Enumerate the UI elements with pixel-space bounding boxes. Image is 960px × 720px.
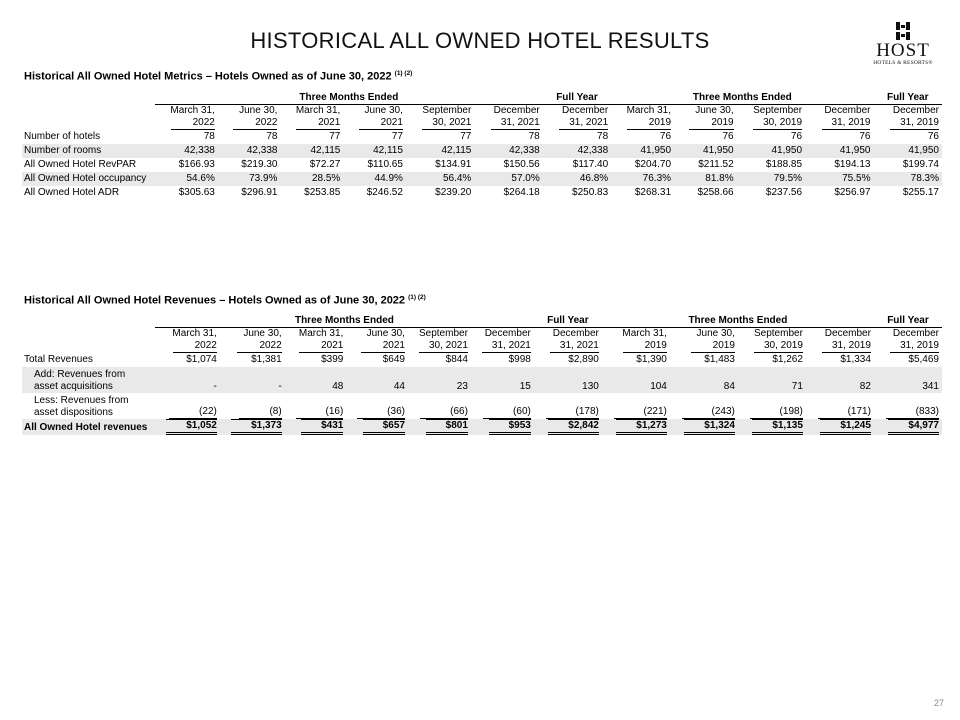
revenues-header-line2: [22, 340, 942, 353]
col-header: 2021: [361, 340, 405, 353]
table-cell: 77: [329, 131, 341, 142]
table-cell: 46.8%: [543, 172, 611, 186]
table-cell: [806, 419, 874, 435]
col-header: December: [562, 105, 609, 116]
table-cell: [874, 419, 942, 435]
table-cell: $166.93: [178, 159, 215, 170]
col-header: June 30,: [239, 105, 278, 116]
col-header: 2022: [237, 340, 281, 353]
metrics-heading-text: Historical All Owned Hotel Metrics – Hotels Owned as of June 30, 2022: [24, 70, 392, 83]
col-header: December: [892, 328, 939, 339]
cell-value: (171): [818, 406, 871, 419]
col-header: March 31,: [298, 328, 344, 339]
col-header: June 30,: [695, 105, 734, 116]
table-cell: $399: [321, 354, 344, 365]
group-three-months: Three Months Ended: [155, 313, 534, 328]
revenues-header-line1: [22, 328, 942, 341]
row-label-line: Add: Revenues from: [34, 369, 126, 380]
logo-wordmark: HOST: [876, 40, 930, 61]
col-header: March 31,: [622, 328, 667, 339]
metrics-row: [22, 186, 942, 200]
cell-value: $953: [489, 419, 531, 435]
col-header: 30, 2021: [422, 117, 471, 130]
table-cell: 79.5%: [737, 172, 805, 186]
revenue-row-final: [22, 419, 942, 435]
metrics-table: [22, 90, 942, 200]
metrics-group-header: [22, 90, 942, 105]
row-label: Number of hotels: [24, 131, 101, 142]
table-cell: $219.30: [241, 159, 278, 170]
col-header: June 30,: [366, 328, 405, 339]
cell-value: (16): [296, 406, 344, 419]
table-cell: -: [220, 367, 285, 393]
table-cell: 76: [722, 131, 734, 142]
table-cell: [346, 393, 408, 419]
table-cell: 42,338: [155, 144, 218, 158]
revenue-row-less: [22, 393, 942, 419]
metrics-row: [22, 144, 942, 158]
table-cell: $1,390: [636, 354, 667, 365]
table-cell: 76: [790, 131, 803, 142]
group-full-year: Full Year: [873, 90, 942, 105]
cell-value: $1,324: [684, 419, 735, 435]
table-cell: 48: [285, 367, 347, 393]
table-cell: 73.9%: [218, 172, 281, 186]
table-cell: [346, 419, 408, 435]
table-cell: 341: [874, 367, 942, 393]
table-cell: [285, 419, 347, 435]
table-cell: 78: [597, 131, 609, 142]
table-cell: 42,338: [543, 144, 611, 158]
table-cell: 76: [659, 131, 672, 142]
table-cell: $305.63: [178, 187, 215, 198]
row-label: All Owned Hotel occupancy: [22, 172, 155, 186]
metrics-body: [22, 130, 942, 200]
table-cell: 57.0%: [474, 172, 542, 186]
table-cell: 41,950: [737, 144, 805, 158]
table-cell: 76.3%: [611, 172, 674, 186]
col-header: 2019: [623, 340, 667, 353]
cell-value: (36): [357, 406, 405, 419]
col-header: 30, 2021: [419, 340, 468, 353]
metrics-header-line2: [22, 117, 942, 130]
row-label: Number of rooms: [22, 144, 155, 158]
table-cell: [602, 393, 670, 419]
table-cell: [806, 393, 874, 419]
cell-value: (60): [483, 406, 531, 419]
table-cell: $258.66: [697, 187, 734, 198]
table-cell: 42,115: [343, 144, 406, 158]
table-cell: $844: [445, 354, 468, 365]
col-header: December: [493, 105, 540, 116]
table-cell: [285, 393, 347, 419]
table-cell: $188.85: [765, 159, 803, 170]
table-cell: 15: [471, 367, 534, 393]
table-cell: 42,115: [280, 144, 343, 158]
table-cell: $72.27: [309, 159, 341, 170]
cell-value: $1,245: [820, 419, 871, 435]
table-cell: $110.65: [367, 159, 403, 170]
cell-value: (833): [886, 406, 939, 419]
table-cell: [738, 419, 806, 435]
cell-value: (22): [169, 406, 217, 419]
col-header: 2021: [296, 117, 340, 130]
col-header: 2021: [359, 117, 403, 130]
row-label-line: asset acquisitions: [34, 381, 113, 392]
table-cell: $246.52: [366, 187, 403, 198]
table-cell: 77: [460, 131, 472, 142]
table-cell: [534, 393, 602, 419]
col-header: June 30,: [364, 105, 403, 116]
cell-value: $801: [426, 419, 468, 435]
metrics-footnote: (1) (2): [394, 70, 413, 77]
table-cell: $2,890: [568, 354, 599, 365]
cell-value: $1,273: [616, 419, 667, 435]
col-header: 30, 2019: [753, 117, 802, 130]
col-header: September: [418, 328, 468, 339]
table-cell: [408, 393, 471, 419]
table-cell: $211.52: [698, 159, 734, 170]
col-header: March 31,: [172, 328, 217, 339]
table-cell: 41,950: [611, 144, 674, 158]
col-header: 31, 2021: [559, 117, 608, 130]
col-header: March 31,: [295, 105, 341, 116]
table-cell: $1,334: [840, 354, 871, 365]
col-header: 30, 2019: [754, 340, 803, 353]
table-cell: 77: [391, 131, 403, 142]
table-cell: $1,381: [251, 354, 282, 365]
page-number: 27: [933, 698, 944, 708]
table-cell: [155, 419, 220, 435]
table-cell: 54.6%: [155, 172, 218, 186]
table-cell: [670, 393, 738, 419]
table-cell: [670, 419, 738, 435]
table-cell: $150.56: [503, 159, 540, 170]
revenues-table: [22, 313, 942, 435]
table-cell: 84: [670, 367, 738, 393]
table-cell: 104: [602, 367, 670, 393]
table-cell: 76: [927, 131, 939, 142]
table-cell: [471, 419, 534, 435]
col-header: March 31,: [170, 105, 215, 116]
table-cell: [220, 393, 285, 419]
table-cell: $296.91: [241, 187, 278, 198]
metrics-row: [22, 158, 942, 172]
revenues-body: [22, 353, 942, 435]
cell-value: (221): [614, 406, 667, 419]
revenues-footnote: (1) (2): [408, 294, 426, 301]
table-cell: 78.3%: [873, 172, 942, 186]
col-header: 31, 2021: [482, 340, 531, 353]
table-cell: [155, 393, 220, 419]
row-label-line: asset dispositions: [34, 407, 113, 418]
table-cell: 78: [266, 131, 278, 142]
revenue-row-add: [22, 367, 942, 393]
table-cell: 41,950: [674, 144, 737, 158]
table-cell: $204.70: [634, 159, 672, 170]
table-cell: 76: [859, 131, 871, 142]
logo-tagline: HOTELS & RESORTS®: [873, 60, 933, 66]
table-cell: 82: [806, 367, 874, 393]
col-header: September: [753, 328, 803, 339]
table-cell: 42,338: [474, 144, 542, 158]
table-cell: $1,074: [186, 354, 217, 365]
table-cell: 42,338: [218, 144, 281, 158]
table-cell: 44: [346, 367, 408, 393]
cell-value: $657: [363, 419, 405, 435]
col-header: 31, 2019: [822, 340, 871, 353]
col-header: 31, 2021: [550, 340, 599, 353]
col-header: December: [824, 105, 871, 116]
col-header: 2019: [627, 117, 671, 130]
table-cell: 41,950: [805, 144, 873, 158]
cell-value: (243): [682, 406, 735, 419]
table-cell: [220, 419, 285, 435]
table-cell: $199.74: [902, 159, 939, 170]
col-header: 2022: [171, 117, 215, 130]
col-header: December: [824, 328, 871, 339]
metrics-heading: [24, 70, 412, 83]
cell-value: $4,977: [888, 419, 939, 435]
col-header: June 30,: [243, 328, 282, 339]
table-cell: $256.97: [834, 187, 871, 198]
metrics-header-line1: [22, 105, 942, 118]
table-cell: $134.91: [435, 159, 472, 170]
col-header: June 30,: [696, 328, 735, 339]
group-full-year: Full Year: [534, 313, 602, 328]
row-label: All Owned Hotel RevPAR: [24, 159, 137, 170]
host-logo: [868, 22, 938, 66]
group-three-months: Three Months Ended: [611, 90, 873, 105]
page-title: HISTORICAL ALL OWNED HOTEL RESULTS: [250, 28, 710, 53]
col-header: 31, 2019: [890, 117, 939, 130]
host-logo-icon: [895, 22, 911, 40]
table-cell: 44.9%: [343, 172, 406, 186]
table-cell: $998: [508, 354, 531, 365]
cell-value: (8): [239, 406, 281, 419]
table-cell: $1,262: [772, 354, 803, 365]
col-header: September: [422, 105, 472, 116]
metrics-row: [22, 172, 942, 186]
table-cell: -: [155, 367, 220, 393]
group-three-months: Three Months Ended: [155, 90, 543, 105]
table-cell: [874, 393, 942, 419]
table-cell: $5,469: [908, 354, 939, 365]
cell-value: $1,373: [231, 419, 282, 435]
revenue-row-total: [22, 353, 942, 367]
col-header: 2022: [173, 340, 217, 353]
revenues-heading: [24, 294, 426, 307]
table-cell: [534, 419, 602, 435]
table-cell: 41,950: [873, 144, 942, 158]
cell-value: $431: [301, 419, 343, 435]
row-label: [22, 393, 155, 419]
col-header: 2019: [689, 117, 733, 130]
table-cell: 56.4%: [406, 172, 474, 186]
col-header: December: [484, 328, 531, 339]
table-cell: $264.18: [503, 187, 540, 198]
table-cell: 75.5%: [805, 172, 873, 186]
table-cell: $237.56: [765, 187, 803, 198]
table-cell: $268.31: [634, 187, 672, 198]
col-header: 31, 2019: [822, 117, 871, 130]
cell-value: (198): [750, 406, 803, 419]
col-header: 2022: [233, 117, 277, 130]
table-cell: $255.17: [902, 187, 939, 198]
table-cell: 23: [408, 367, 471, 393]
col-header: December: [552, 328, 599, 339]
table-cell: 71: [738, 367, 806, 393]
col-header: September: [753, 105, 803, 116]
col-header: 2021: [299, 340, 343, 353]
cell-value: $1,052: [166, 419, 217, 435]
group-full-year: Full Year: [543, 90, 611, 105]
cell-value: (178): [546, 406, 599, 419]
row-label: All Owned Hotel revenues: [22, 419, 155, 435]
table-cell: 78: [528, 131, 540, 142]
group-full-year: Full Year: [874, 313, 942, 328]
table-cell: 130: [534, 367, 602, 393]
row-label: All Owned Hotel ADR: [24, 187, 120, 198]
table-cell: $649: [382, 354, 405, 365]
table-cell: 78: [203, 131, 215, 142]
row-label: Total Revenues: [24, 354, 93, 365]
table-cell: 42,115: [406, 144, 474, 158]
table-cell: [738, 393, 806, 419]
table-cell: $253.85: [304, 187, 341, 198]
revenues-heading-text: Historical All Owned Hotel Revenues – Hotels Owned as of June 30, 2022: [24, 294, 406, 307]
table-cell: $194.13: [834, 159, 871, 170]
table-cell: 81.8%: [674, 172, 737, 186]
row-label-line: Less: Revenues from: [34, 395, 129, 406]
table-cell: 28.5%: [280, 172, 343, 186]
table-cell: $1,483: [704, 354, 735, 365]
row-label: [22, 367, 155, 393]
col-header: December: [892, 105, 939, 116]
table-cell: $117.40: [572, 159, 609, 170]
col-header: 31, 2021: [491, 117, 540, 130]
col-header: March 31,: [626, 105, 672, 116]
cell-value: $1,135: [752, 419, 803, 435]
group-three-months: Three Months Ended: [602, 313, 874, 328]
revenues-group-header: [22, 313, 942, 328]
col-header: 2019: [691, 340, 735, 353]
table-cell: [408, 419, 471, 435]
cell-value: (66): [420, 406, 468, 419]
table-cell: $250.83: [572, 187, 609, 198]
metrics-row: [22, 130, 942, 144]
table-cell: [602, 419, 670, 435]
cell-value: $2,842: [548, 419, 599, 435]
table-cell: $239.20: [435, 187, 472, 198]
table-cell: [471, 393, 534, 419]
col-header: 31, 2019: [890, 340, 939, 353]
